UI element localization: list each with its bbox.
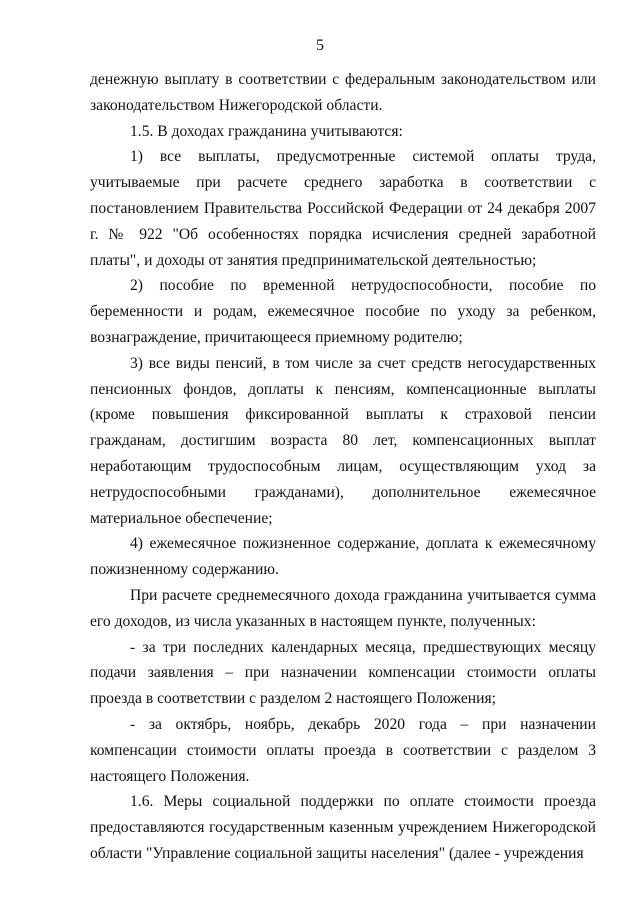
paragraph-item-3: 3) все виды пенсий, в том числе за счет средств негосударственных пенсионных фондов, доплаты к пенсиям, компенсационные выплаты (кроме повышения фиксированной выплаты к страховой пенсии гражданам, достигшим возраста 80 лет, компенсационных выплат неработающим трудоспособным лицам, осуществляющим уход за нетрудоспособными гражданами), дополнительное ежемесячное материальное обеспечение; — [90, 354, 596, 527]
paragraph-section-1-6: 1.6. Меры социальной поддержки по оплате стоимости проезда предоставляются государственным казенным учреждением Нижегородской области "Управление социальной защиты населения" (далее - учреждения — [90, 793, 596, 862]
paragraph-section-1-5: 1.5. В доходах гражданина учитываются: — [130, 122, 403, 140]
paragraph-item-2: 2) пособие по временной нетрудоспособности, пособие по беременности и родам, ежемесячное пособие по уходу за ребенком, вознаграждение, причитающееся приемному родителю; — [90, 277, 596, 346]
paragraph-item-4: 4) ежемесячное пожизненное содержание, доплата к ежемесячному пожизненному содержанию. — [90, 535, 596, 579]
document-body — [90, 67, 596, 867]
paragraph-dash-three-months: - за три последних календарных месяца, предшествующих месяцу подачи заявления – при назначении компенсации стоимости оплаты проезда в соответствии с разделом 2 настоящего Положения; — [90, 638, 596, 708]
paragraph-continuation: денежную выплату в соответствии с федеральным законодательством или законодательством Нижегородской области. — [90, 71, 596, 114]
paragraph-item-1: 1) все выплаты, предусмотренные системой оплаты труда, учитываемые при расчете среднего заработка в соответствии с постановлением Правительства Российской Федерации от 24 декабря 2007 г. № 922 "Об особенностях порядка исчисления средней заработной платы", и доходы от занятия предпринимательской деятельностью; — [90, 148, 596, 269]
paragraph-average-income: При расчете среднемесячного дохода гражданина учитывается сумма его доходов, из числа указанных в настоящем пункте, полученных: — [90, 586, 596, 630]
paragraph-dash-2020: - за октябрь, ноябрь, декабрь 2020 года – при назначении компенсации стоимости оплаты проезда в соответствии с разделом 3 настоящего Положения. — [90, 715, 596, 785]
page-number: 5 — [316, 37, 324, 54]
